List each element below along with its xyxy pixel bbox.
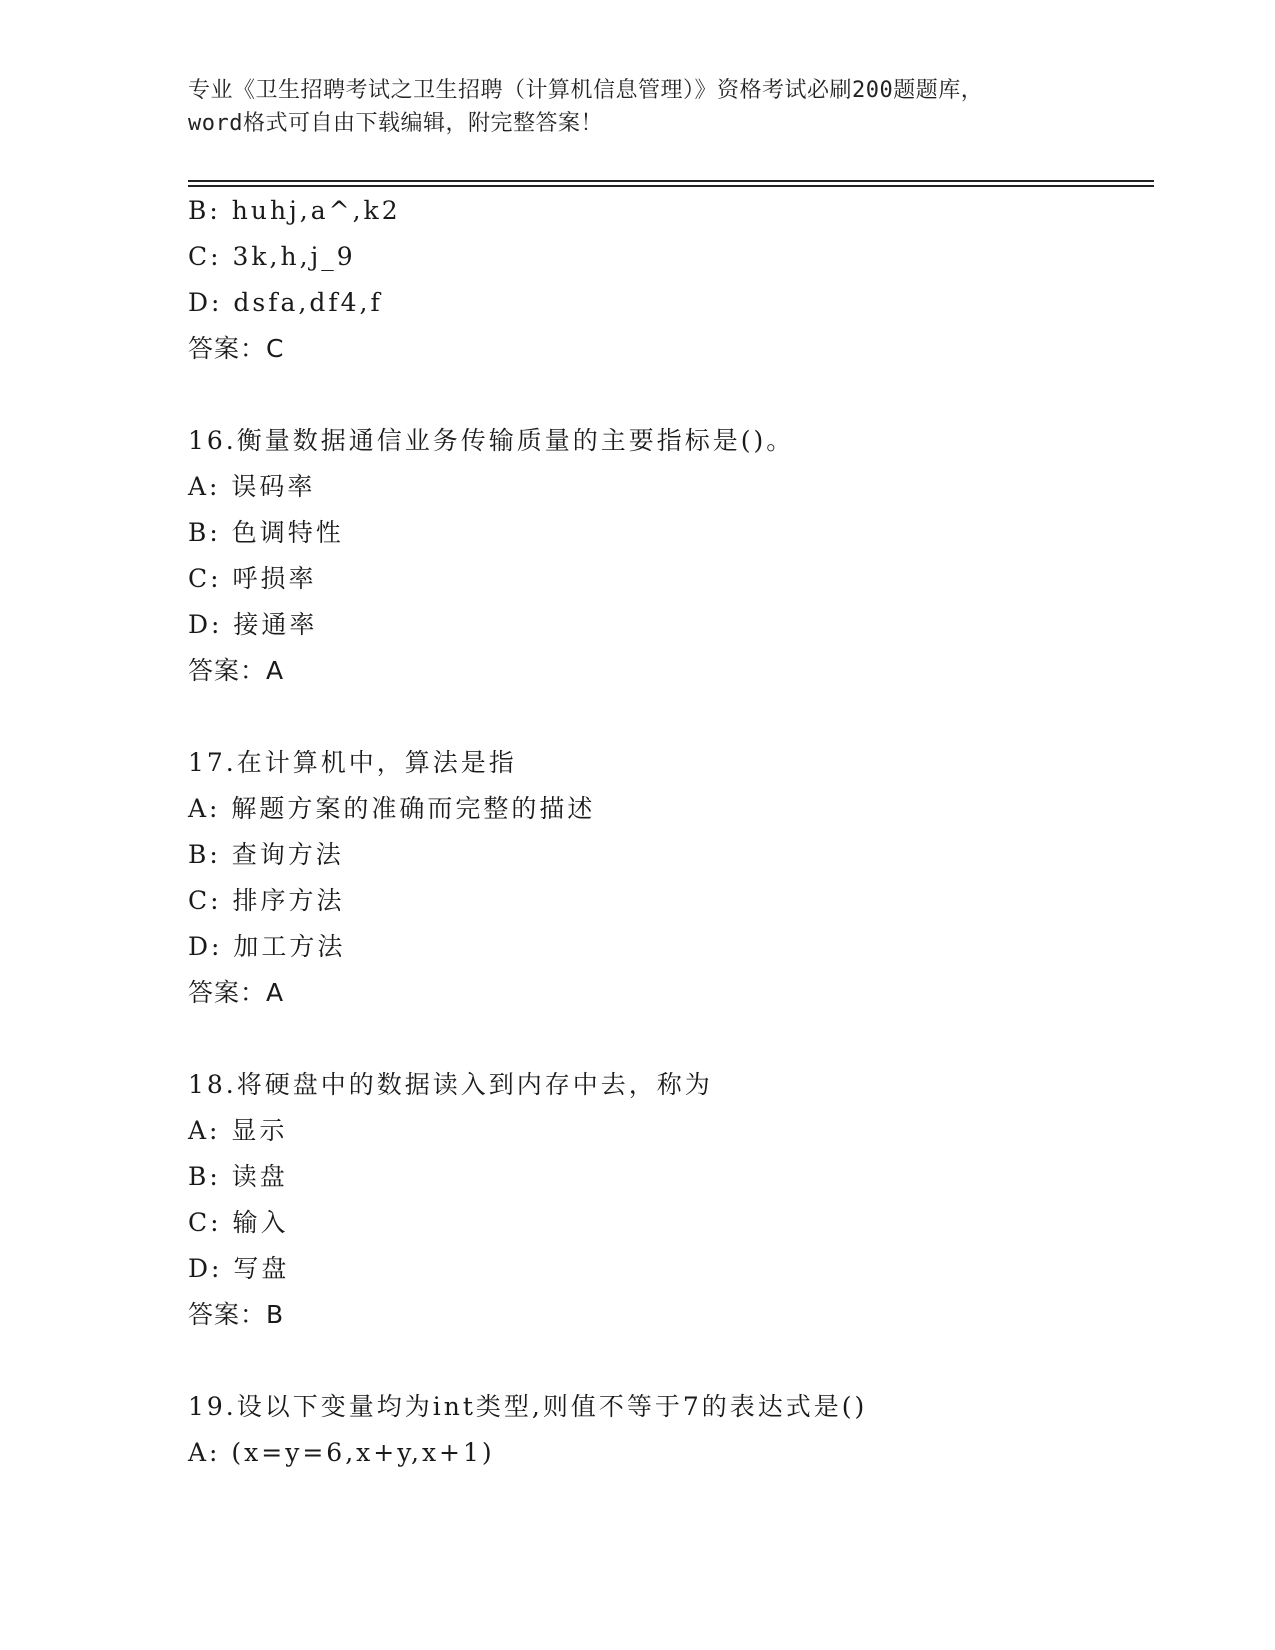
spacer [188,1338,1148,1384]
spacer [188,694,1148,740]
option-c: C: 排序方法 [188,886,345,915]
spacer [188,1016,1148,1062]
question-15-tail [188,188,1148,372]
answer-line: 答案：B [188,1300,285,1329]
question-stem: 18.将硬盘中的数据读入到内存中去，称为 [188,1070,713,1099]
document-header [188,74,1088,140]
answer-line: 答案：C [188,334,285,363]
spacer [188,372,1148,418]
option-b: B: 查询方法 [188,840,344,869]
option-b: B: 色调特性 [188,518,344,547]
question-list [188,188,1148,1476]
question-stem: 19.设以下变量均为int类型,则值不等于7的表达式是() [188,1392,868,1421]
option-a: A: 解题方案的准确而完整的描述 [188,794,596,823]
option-b: B: 读盘 [188,1162,288,1191]
question-17 [188,740,1148,1016]
option-c: C: 呼损率 [188,564,317,593]
option-a: A: 误码率 [188,472,316,501]
option-d: D: 加工方法 [188,932,346,961]
option-c: C: 3k,h,j_9 [188,242,356,271]
option-a: A: 显示 [188,1116,288,1145]
answer-line: 答案：A [188,978,285,1007]
header-line-1: 专业《卫生招聘考试之卫生招聘（计算机信息管理）》资格考试必刷200题题库， [188,78,984,103]
question-18 [188,1062,1148,1338]
question-stem: 17.在计算机中，算法是指 [188,748,517,777]
option-d: D: dsfa,df4,f [188,288,383,317]
answer-line: 答案：A [188,656,285,685]
option-b: B: huhj,a^,k2 [188,196,401,225]
option-d: D: 接通率 [188,610,318,639]
header-line-2: word格式可自由下载编辑，附完整答案！ [188,111,603,136]
question-stem: 16.衡量数据通信业务传输质量的主要指标是()。 [188,426,795,455]
option-a: A: (x=y=6,x+y,x+1) [188,1438,495,1467]
question-16 [188,418,1148,694]
header-divider-top [188,180,1154,182]
question-19 [188,1384,1148,1476]
option-d: D: 写盘 [188,1254,290,1283]
header-divider-bottom [188,185,1154,187]
option-c: C: 输入 [188,1208,289,1237]
